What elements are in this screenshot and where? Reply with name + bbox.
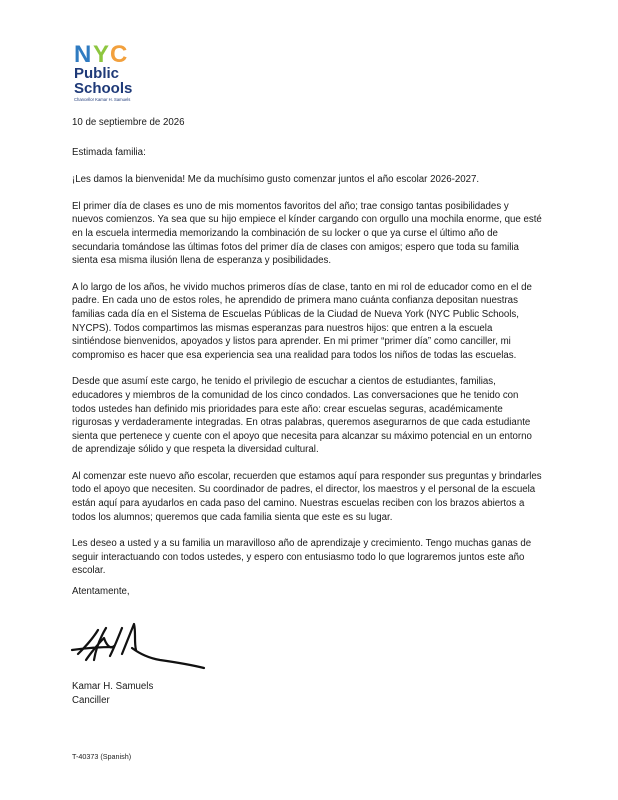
svg-text:C: C (110, 41, 128, 68)
letter-date: 10 de septiembre de 2026 (72, 117, 185, 128)
paragraph-experience: A lo largo de los años, he vivido muchos primeros días de clase, tanto en mi rol de educador como en el de padre. En cada uno de estos roles, he aprendido de primera mano cuánta confianza depositan nuestras familias cada día en el Sistema de Escuelas Públicas de la Ciudad de Nueva York (NYC Public Schools, NYCPS). Todos compartimos las mismas esperanzas para nuestros hijos: que entren a la escuela sintiéndose bienvenidos, apoyados y listos para aprender. En mi primer “primer día” como canciller, mi compromiso es hacer que esa experiencia sea una realidad para todos los niños de todas las escuelas. (72, 281, 532, 361)
svg-text:Chancellor Kamar H. Samuels: Chancellor Kamar H. Samuels (74, 97, 131, 102)
svg-text:Y: Y (93, 41, 110, 68)
letter-closing: Atentamente, (72, 586, 130, 598)
paragraph-wishes: Les deseo a usted y a su familia un maravilloso año de aprendizaje y crecimiento. Tengo muchas ganas de seguir interactuando con todos ustedes, y espero con entusiasmo todo lo que lograremos juntos este año escolar. (72, 538, 532, 577)
letter-greeting: Estimada familia: (72, 146, 146, 158)
handwritten-signature (70, 614, 210, 674)
document-code: T-40373 (Spanish) (72, 752, 132, 761)
letter-body (72, 116, 542, 599)
nyc-public-schools-logo (72, 40, 152, 104)
paragraph-priorities: Desde que asumí este cargo, he tenido el privilegio de escuchar a cientos de estudiantes, familias, educadores y miembros de la comunidad de los cinco condados. Las conversaciones que he tenido con todos ustedes han definido mis prioridades para este año: crear escuelas seguras, académicamente rigurosas y verdaderamente integradas. En otras palabras, queremos asegurarnos de que cada estudiante sienta que pertenece y cuente con el apoyo que necesita para alcanzar su máximo potencial en un entorno de aprendizaje sólido y que respeta la diversidad cultural. (72, 376, 532, 456)
paragraph-support: Al comenzar este nuevo año escolar, recuerden que estamos aquí para responder sus preguntas y brindarles todo el apoyo que necesiten. Su coordinador de padres, el director, los maestros y el personal de la escuela están aquí para ayudarlos en cada paso del camino. Nuestras escuelas reciben con los brazos abiertos a todos los alumnos; queremos que cada familia sienta que este es su lugar. (72, 470, 542, 523)
signer-block (72, 680, 153, 707)
signer-name: Kamar H. Samuels (72, 681, 154, 692)
svg-text:N: N (74, 41, 92, 68)
paragraph-first-day: El primer día de clases es uno de mis momentos favoritos del año; trae consigo tantas posibilidades y nuevos comienzos. Ya sea que su hijo empiece el kínder cargando con orgullo una mochila enorme, que esté en la escuela intermedia memorizando la combinación de su locker o que ya curse el último año de secundaria tomándose las últimas fotos del primer día de clases con amigos; espero que toda su familia sienta esa misma ilusión llena de esperanza y posibilidades. (72, 200, 542, 267)
signer-title: Canciller (72, 694, 110, 706)
svg-text:Public: Public (74, 65, 120, 82)
svg-text:Schools: Schools (74, 80, 133, 97)
paragraph-welcome: ¡Les damos la bienvenida! Me da muchísimo gusto comenzar juntos el año escolar 2026-2027. (72, 174, 480, 186)
